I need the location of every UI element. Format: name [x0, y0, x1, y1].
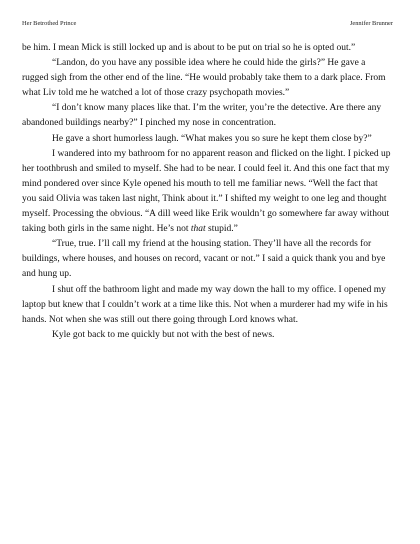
- paragraph-text: “I don’t know many places like that. I’m the writer, you’re the detective. Are there any abandoned buildings nearby?” I pinched my nose in concentration.: [22, 103, 382, 129]
- paragraph-3: [22, 101, 392, 131]
- body-text: [22, 41, 392, 343]
- paragraph-text-end: stupid.”: [205, 224, 238, 235]
- header-book-title: Her Betrothed Prince: [22, 20, 77, 27]
- paragraph-6: [22, 237, 392, 282]
- paragraph-5: [22, 147, 392, 238]
- paragraph-text: be him. I mean Mick is still locked up and is about to be put on trial so he is opted out.”: [22, 43, 356, 53]
- emphasis-text: that: [190, 224, 206, 235]
- paragraph-text: I shut off the bathroom light and made my way down the hall to my office. I opened my laptop but knew that I couldn’t work at a time like this. Not when a murderer had my wife in his hands. Not when she was still out there going through Lord knows what.: [22, 284, 388, 325]
- running-header: [22, 18, 393, 30]
- paragraph-2: [22, 56, 392, 101]
- paragraph-text: He gave a short humorless laugh. “What makes you so sure he kept them close by?”: [52, 133, 372, 144]
- paragraph-8: [22, 328, 392, 343]
- paragraph-text: “True, true. I’ll call my friend at the housing station. They’ll have all the records for buildings, where houses, and houses on record, vacant or not.” I said a quick thank you and bye and hung up.: [22, 239, 386, 280]
- paragraph-4: [22, 132, 392, 147]
- paragraph-text: “Landon, do you have any possible idea where he could hide the girls?” He gave a rugged sigh from the other end of the line. “He would probably take them to a dark place. From what Liv told me he watched a lot of those crazy psychopath movies.”: [22, 58, 386, 99]
- header-author: Jennifer Brunner: [349, 20, 393, 27]
- paragraph-7: [22, 283, 392, 328]
- paragraph-text: Kyle got back to me quickly but not with the best of news.: [52, 329, 275, 340]
- paragraph-text: I wandered into my bathroom for no apparent reason and flicked on the light. I picked up her toothbrush and smiled to myself. She had to be near. I could feel it. And this one fact that my mind pondered over since Kyle opened his mouth to tell me familiar news. “Well the fact that you said Olivia was taken last night, Think about it.” I shifted my weight to one leg and thought myself. Processing the obvious. “A dill weed like Erik wouldn’t go somewhere far away without taking both girls in the same night. He’s not: [22, 148, 391, 235]
- paragraph-1: [22, 41, 392, 56]
